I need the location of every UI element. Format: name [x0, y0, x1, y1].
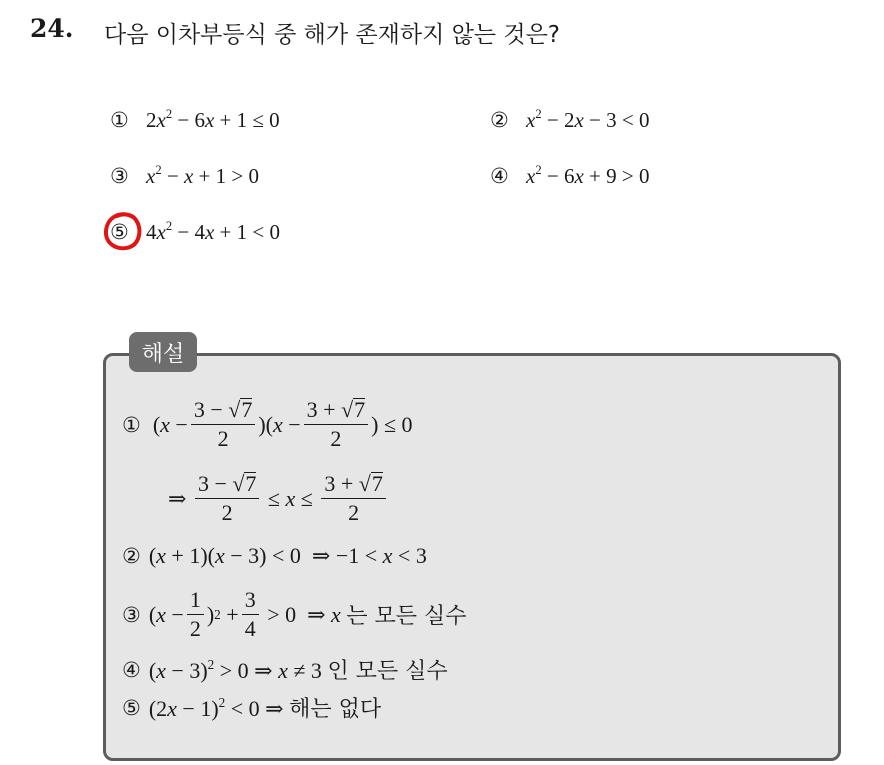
choice-1[interactable] — [110, 108, 280, 133]
choice-marker: ⑤ — [110, 220, 129, 244]
solution-marker: ② — [122, 544, 141, 568]
choice-marker: ④ — [490, 164, 509, 188]
korean-text: 는 모든 실수 — [346, 604, 467, 630]
choice-marker: ① — [110, 108, 129, 132]
solution-expr: (x + 1)(x − 3) < 0 ⇒ −1 < x < 3 — [148, 543, 427, 568]
solution-line-3 — [122, 543, 427, 569]
solution-marker: ③ — [122, 602, 141, 627]
fraction: $\frac{3 + √7}{2}$ — [321, 472, 385, 525]
choice-expr: $x^2 - 2x - 3 < 0$ — [526, 107, 650, 132]
choice-marker: ③ — [110, 164, 129, 188]
solution-marker: ⑤ — [122, 695, 141, 720]
solution-expr: $(2x - 1)^2 < 0$ ⇒ 해는 없다 — [148, 694, 382, 722]
choice-marker: ② — [490, 108, 509, 132]
solution-expr: ( x − $\frac{3 - √7}{2}$ )( x − $\frac{3 + √7}{2}$ ) ≤ 0 — [152, 397, 413, 452]
choice-expr: $2x^2 - 6x + 1 \le 0$ — [146, 107, 280, 132]
solution-line-2 — [168, 472, 389, 525]
solution-tag: 해설 — [129, 332, 197, 372]
choice-expr: $x^2 - 6x + 9 > 0$ — [526, 163, 650, 188]
solution-line-6 — [122, 692, 381, 723]
solution-line-4 — [122, 588, 467, 641]
fraction: $\frac{3 - √7}{2}$ — [191, 398, 255, 451]
fraction: $\frac{1}{2}$ — [187, 588, 204, 641]
solution-expr: ⇒ $\frac{3 - √7}{2}$ ≤ x ≤ $\frac{3 + √7}{2}$ — [168, 472, 389, 525]
fraction: $\frac{3 + √7}{2}$ — [304, 398, 368, 451]
fraction: $\frac{3}{4}$ — [242, 588, 259, 641]
solution-expr: $(x - 3)^2 > 0$ ⇒ x ≠ 3 인 모든 실수 — [148, 656, 448, 684]
fraction: $\frac{3 - √7}{2}$ — [195, 472, 259, 525]
choice-3[interactable] — [110, 164, 259, 189]
choice-2[interactable] — [490, 108, 649, 133]
choice-expr: $x^2 - x + 1 > 0$ — [146, 163, 259, 188]
choice-expr: $4x^2 - 4x + 1 < 0$ — [146, 219, 280, 244]
question-text: 다음 이차부등식 중 해가 존재하지 않는 것은? — [104, 22, 560, 48]
answer-circle-mark — [103, 209, 143, 253]
solution-marker: ① — [122, 412, 141, 437]
solution-marker: ④ — [122, 657, 141, 682]
solution-line-1 — [122, 398, 413, 451]
question-number: 24. — [30, 14, 74, 43]
korean-text: 인 모든 실수 — [327, 659, 448, 684]
korean-text: 해는 없다 — [289, 697, 382, 722]
choice-4[interactable] — [490, 164, 649, 189]
solution-line-5 — [122, 654, 448, 685]
solution-expr: ( x − $\frac{1}{2}$ ) 2 + $\frac{3}{4}$ > 0 ⇒ x 는 모든 실수 — [148, 587, 467, 642]
